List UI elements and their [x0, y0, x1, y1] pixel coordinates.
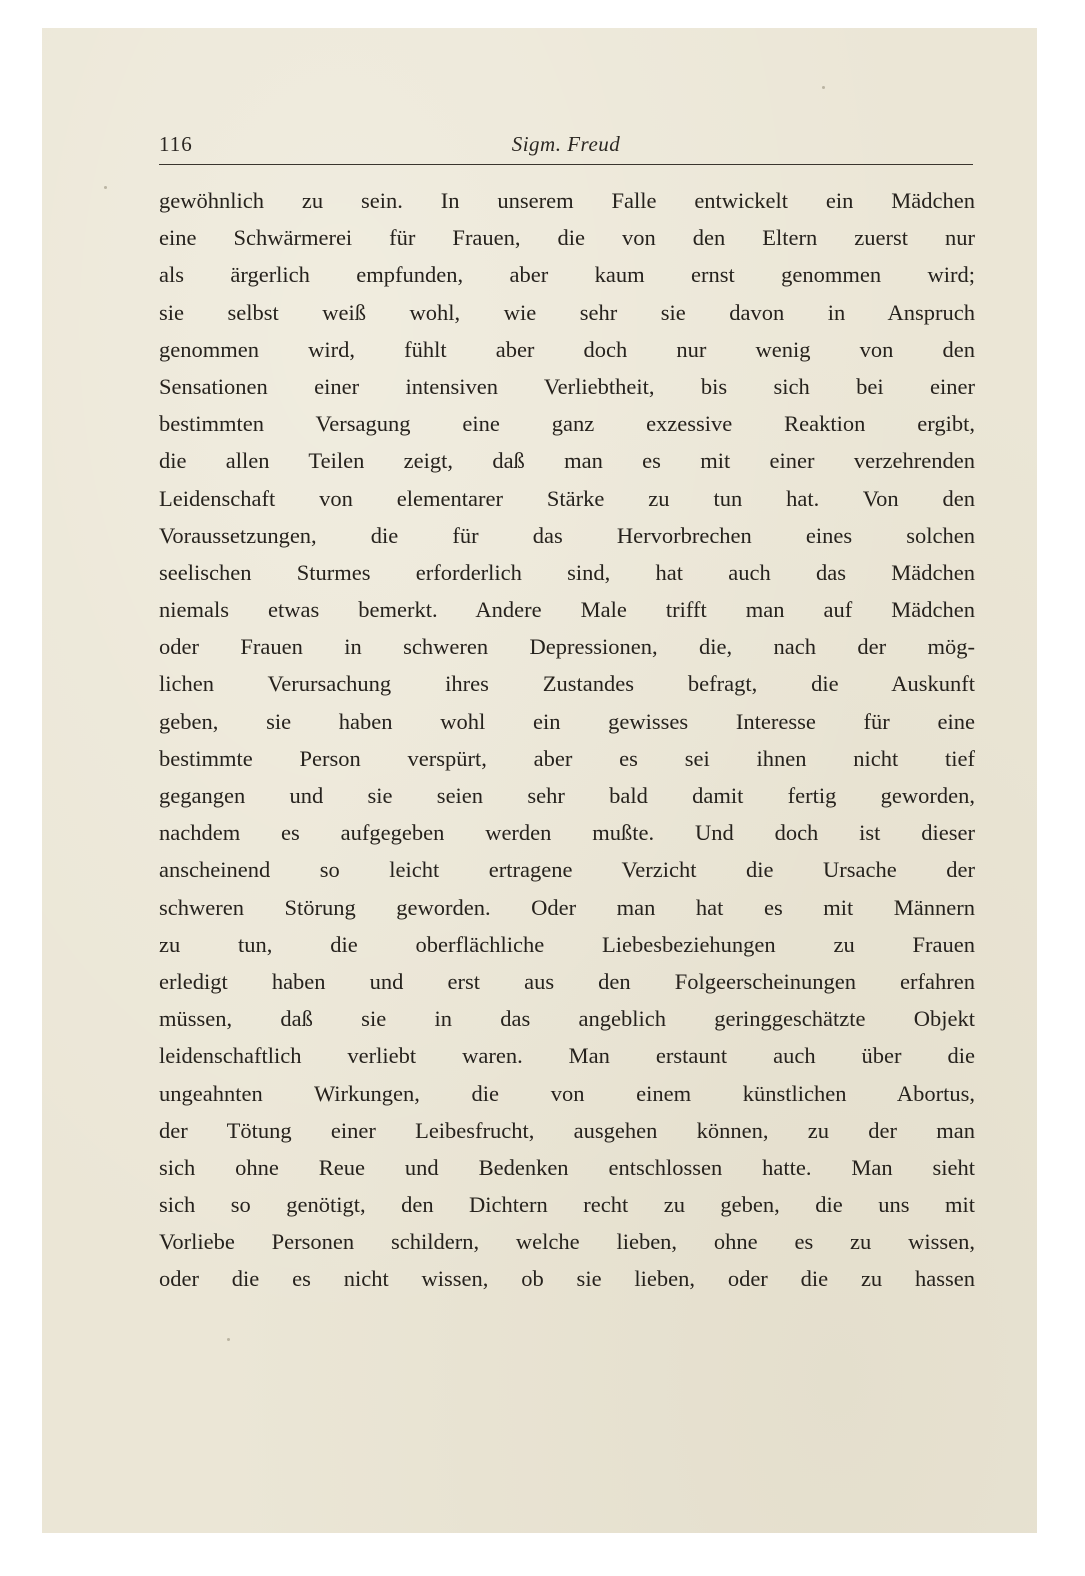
text-line: die allen Teilen zeigt, daß man es mit einer verzehrenden — [159, 448, 975, 474]
text-line: ungeahnten Wirkungen, die von einem künstlichen Abortus, — [159, 1080, 975, 1106]
text-line: Voraussetzungen, die für das Hervorbrechen eines solchen — [159, 522, 975, 548]
text-line: sich so genötigt, den Dichtern recht zu geben, die uns mit — [159, 1192, 975, 1218]
text-line: niemals etwas bemerkt. Andere Male trifft man auf Mädchen — [159, 597, 975, 623]
text-line: sich ohne Reue und Bedenken entschlossen hatte. Man sieht — [159, 1154, 975, 1180]
text-line: oder Frauen in schweren Depressionen, die, nach der mög- — [159, 634, 975, 660]
text-line: gegangen und sie seien sehr bald damit fertig geworden, — [159, 783, 975, 808]
text-line: leidenschaftlich verliebt waren. Man erstaunt auch über die — [159, 1043, 975, 1069]
text-line: als ärgerlich empfunden, aber kaum ernst genommen wird; — [159, 262, 975, 288]
text-line: lichen Verursachung ihres Zustandes befragt, die Auskunft — [159, 671, 975, 697]
text-line: gewöhnlich zu sein. In unserem Falle entwickelt ein Mädchen — [159, 188, 975, 213]
text-line: genommen wird, fühlt aber doch nur wenig von den — [159, 336, 975, 362]
text-line: zu tun, die oberflächliche Liebesbeziehungen zu Frauen — [159, 931, 975, 957]
running-head: Sigm. Freud — [511, 132, 621, 156]
text-line: Sensationen einer intensiven Verliebtheit, bis sich bei einer — [159, 373, 975, 399]
text-line: der Tötung einer Leibesfrucht, ausgehen können, zu der man — [159, 1117, 975, 1143]
text-line: schweren Störung geworden. Oder man hat es mit Männern — [159, 894, 975, 920]
text-line: anscheinend so leicht ertragene Verzicht die Ursache der — [159, 857, 975, 883]
text-line: geben, sie haben wohl ein gewisses Interesse für eine — [159, 708, 975, 734]
text-line: bestimmte Person verspürt, aber es sei ihnen nicht tief — [159, 745, 975, 771]
text-line: sie selbst weiß wohl, wie sehr sie davon in Anspruch — [159, 299, 975, 325]
text-line: Vorliebe Personen schildern, welche lieben, ohne es zu wissen, — [159, 1229, 975, 1255]
page-number: 116 — [159, 132, 193, 156]
text-line: nachdem es aufgegeben werden mußte. Und doch ist dieser — [159, 820, 975, 846]
text-line: bestimmten Versagung eine ganz exzessive Reaktion ergibt, — [159, 411, 975, 437]
paper-speck — [822, 86, 825, 89]
text-line: Leidenschaft von elementarer Stärke zu tun hat. Von den — [159, 485, 975, 511]
text-line: seelischen Sturmes erforderlich sind, hat auch das Mädchen — [159, 559, 975, 585]
text-line: müssen, daß sie in das angeblich geringgeschätzte Objekt — [159, 1006, 975, 1032]
page-header — [159, 130, 973, 165]
body-text — [159, 182, 975, 1298]
text-line: erledigt haben und erst aus den Folgeerscheinungen erfahren — [159, 968, 975, 994]
text-line: eine Schwärmerei für Frauen, die von den Eltern zuerst nur — [159, 225, 975, 251]
paper-speck — [227, 1338, 230, 1341]
text-line: oder die es nicht wissen, ob sie lieben, oder die zu hassen — [159, 1266, 975, 1292]
paper-speck — [104, 186, 107, 189]
